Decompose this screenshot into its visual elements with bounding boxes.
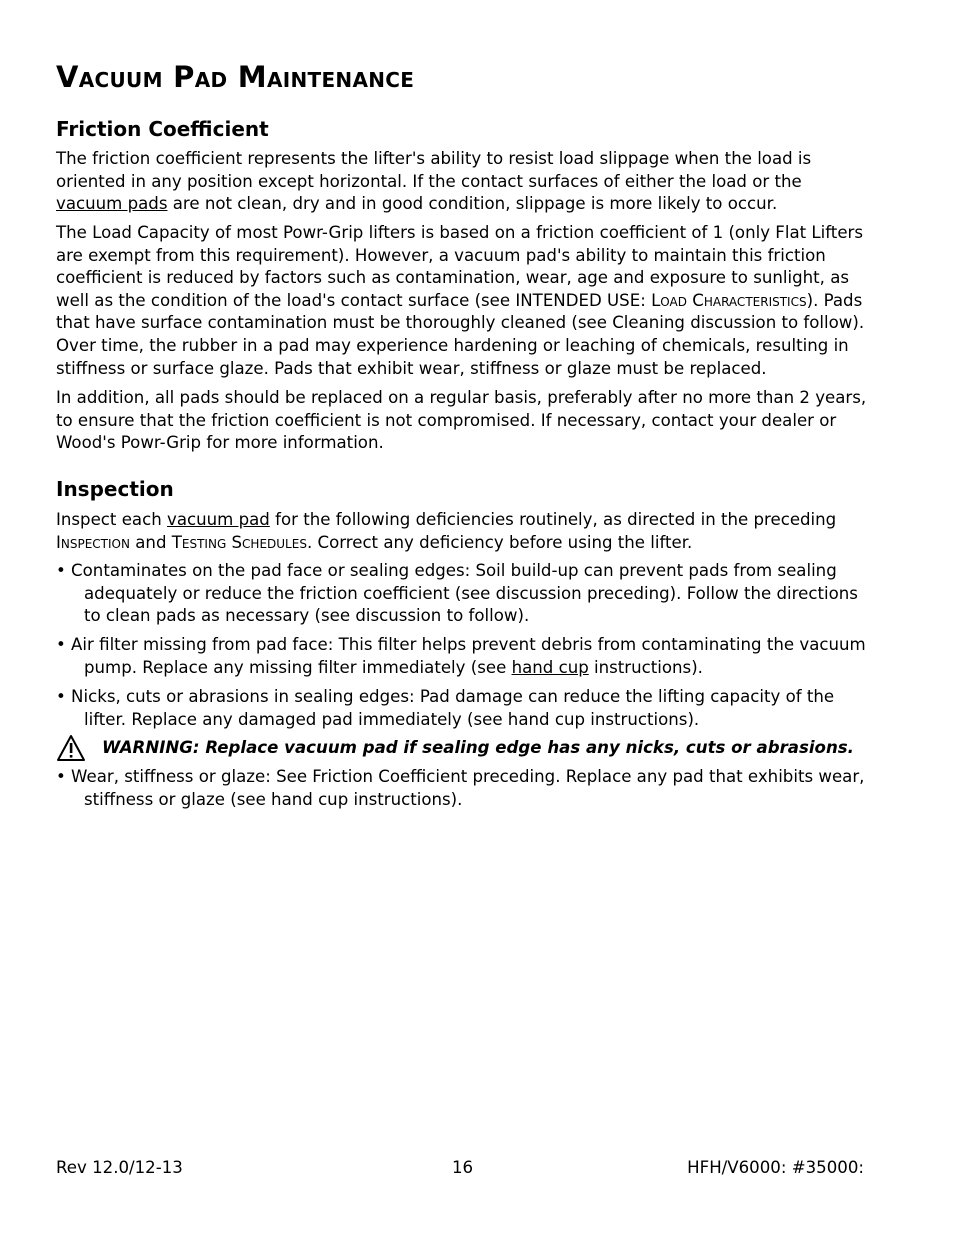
- vacuum-pad-link[interactable]: vacuum pad: [167, 510, 270, 529]
- friction-paragraph-3: In addition, all pads should be replaced on a regular basis, preferably after no more than 2 years, to ensure that the friction coefficient is not compromised. If necessary, contact your dealer or Wood's Powr-Grip for more information.: [56, 388, 867, 453]
- warning-triangle-icon: [56, 734, 86, 762]
- footer-page-number: 16: [452, 1158, 474, 1177]
- warning-text: WARNING: Replace vacuum pad if sealing edge has any nicks, cuts or abrasions.: [102, 738, 854, 757]
- list-item: • Wear, stiffness or glaze: See Friction Coefficient preceding. Replace any pad that exhibits wear, stiffness or glaze (see hand cup instructions).: [56, 767, 865, 809]
- testing-schedules-ref: Testing Schedules: [171, 532, 307, 552]
- section-heading-friction: Friction Coefficient: [56, 117, 269, 141]
- load-characteristics-ref: Load Characteristics: [651, 290, 807, 310]
- text-run: instructions).: [588, 657, 703, 677]
- text-run: and: [129, 532, 172, 552]
- text-run: for the following deficiencies routinely, as directed in the preceding: [269, 510, 837, 529]
- warning-callout: [56, 734, 868, 762]
- footer-revision: Rev 12.0/12-13: [56, 1158, 183, 1177]
- section-heading-inspection: Inspection: [56, 477, 174, 501]
- text-run: ). Pads that have surface contamination must be thoroughly cleaned (see Cleaning discussion to follow). Over time, the rubber in a pad may experience hardening or leaching of chemicals, resulting in stiffness or surface glaze. Pads that exhibit wear, stiffness or glaze must be replaced.: [56, 290, 865, 378]
- friction-paragraph-1: [56, 148, 868, 216]
- text-run: . Correct any deficiency before using the lifter.: [306, 532, 693, 552]
- inspection-ref: Inspection: [56, 532, 130, 552]
- footer-model: HFH/V6000: #35000:: [687, 1158, 864, 1177]
- list-item: • Contaminates on the pad face or sealing edges: Soil build-up can prevent pads from sealing adequately or reduce the friction coefficient (see discussion preceding). Follow the directions to clean pads as necessary (see discussion to follow).: [56, 561, 858, 626]
- inspection-intro: [56, 509, 868, 554]
- vacuum-pads-link[interactable]: vacuum pads: [56, 194, 168, 214]
- text-run: are not clean, dry and in good condition, slippage is more likely to occur.: [167, 194, 778, 214]
- text-run: The Load Capacity of most Powr-Grip lifters is based on a friction coefficient of 1 (only Flat Lifters are exempt from this requirement). However, a vacuum pad's ability to maintain this friction coefficient is reduced by factors such as contamination, wear, age and exposure to sunlight, as well as the condition of the load's contact surface (see INTENDED USE:: [56, 223, 863, 310]
- text-run: The friction coefficient represents the lifter's ability to resist load slippage when the load is oriented in any position except horizontal. If the contact surfaces of either the load or the: [56, 149, 812, 191]
- hand-cup-link[interactable]: hand cup: [511, 657, 589, 677]
- text-run: Inspect each: [56, 510, 167, 529]
- friction-paragraph-2: [56, 222, 868, 380]
- list-item: • Nicks, cuts or abrasions in sealing edges: Pad damage can reduce the lifting capacity of the lifter. Replace any damaged pad immediately (see hand cup instructions).: [56, 687, 835, 729]
- text-run: • Air filter missing from pad face: This filter helps prevent debris from contaminating the vacuum pump. Replace any missing filter immediately (see: [56, 635, 866, 677]
- list-item: [56, 634, 868, 679]
- page-title: Vacuum Pad Maintenance: [56, 60, 415, 94]
